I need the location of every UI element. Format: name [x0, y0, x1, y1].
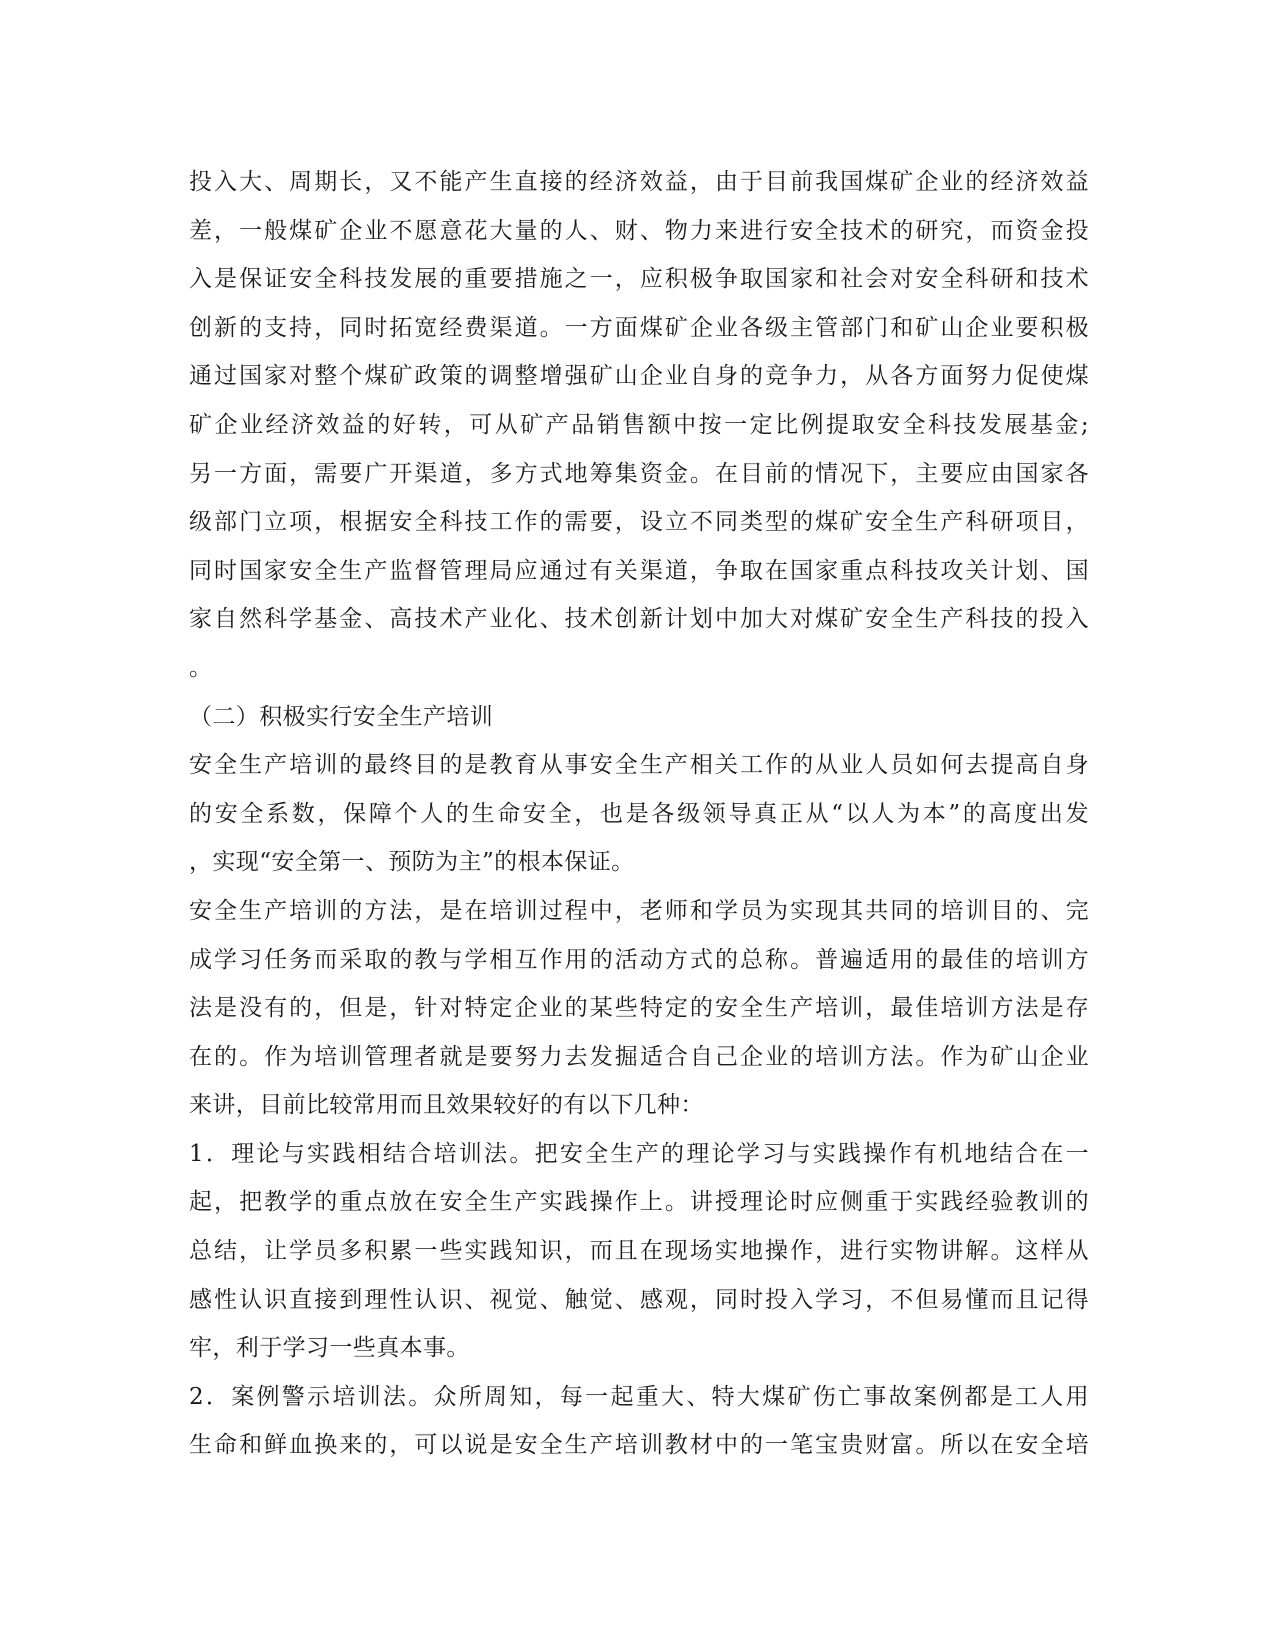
text-line: 牢，利于学习一些真本事。	[189, 1335, 470, 1362]
document-body	[189, 158, 1089, 1470]
text-line: 在的。作为培训管理者就是要努力去发掘适合自己企业的培训方法。作为矿山企业	[189, 1043, 1089, 1070]
section-heading: （二）积极实行安全生产培训	[189, 703, 494, 730]
text-line: 投入大、周期长，又不能产生直接的经济效益，由于目前我国煤矿企业的经济效益	[189, 169, 1089, 195]
text-line: 总结，让学员多积累一些实践知识，而且在现场实地操作，进行实物讲解。这样从	[189, 1238, 1089, 1265]
text-line: ，实现“安全第一、预防为主”的根本保证。	[189, 849, 635, 876]
text-line: 安全生产培训的方法，是在培训过程中，老师和学员为实现其共同的培训目的、完	[189, 897, 1089, 924]
list-item-text: 2．案例警示培训法。众所周知，每一起重大、特大煤矿伤亡事故案例都是工人用	[189, 1383, 1089, 1410]
text-line: 感性认识直接到理性认识、视觉、触觉、感观，同时投入学习，不但易懂而且记得	[189, 1286, 1089, 1313]
text-line: 通过国家对整个煤矿政策的调整增强矿山企业自身的竞争力，从各方面努力促使煤	[189, 363, 1089, 390]
text-line: 差，一般煤矿企业不愿意花大量的人、财、物力来进行安全技术的研究，而资金投	[189, 217, 1089, 244]
text-line: 创新的支持，同时拓宽经费渠道。一方面煤矿企业各级主管部门和矿山企业要积极	[189, 314, 1089, 341]
list-item-text: 1．理论与实践相结合培训法。把安全生产的理论学习与实践操作有机地结合在一	[189, 1140, 1089, 1167]
text-line: 成学习任务而采取的教与学相互作用的活动方式的总称。普遍适用的最佳的培训方	[189, 946, 1089, 973]
text-line: 同时国家安全生产监督管理局应通过有关渠道，争取在国家重点科技攻关计划、国	[189, 557, 1089, 584]
text-line: 另一方面，需要广开渠道，多方式地筹集资金。在目前的情况下，主要应由国家各	[189, 460, 1089, 487]
text-line: 的安全系数，保障个人的生命安全，也是各级领导真正从“以人为本”的高度出发	[189, 800, 1089, 827]
text-line: 家自然科学基金、高技术产业化、技术创新计划中加大对煤矿安全生产科技的投入	[189, 606, 1089, 633]
text-line: 来讲，目前比较常用而且效果较好的有以下几种：	[189, 1092, 704, 1119]
text-line: 矿企业经济效益的好转，可从矿产品销售额中按一定比例提取安全科技发展基金;	[189, 411, 1089, 438]
text-line: 。	[189, 654, 213, 681]
text-line: 法是没有的，但是，针对特定企业的某些特定的安全生产培训，最佳培训方法是存	[189, 995, 1089, 1022]
text-line: 生命和鲜血换来的，可以说是安全生产培训教材中的一笔宝贵财富。所以在安全培	[189, 1432, 1089, 1459]
text-line: 级部门立项，根据安全科技工作的需要，设立不同类型的煤矿安全生产科研项目，	[189, 509, 1089, 536]
text-line: 安全生产培训的最终目的是教育从事安全生产相关工作的从业人员如何去提高自身	[189, 752, 1089, 779]
text-line: 入是保证安全科技发展的重要措施之一，应积极争取国家和社会对安全科研和技术	[189, 266, 1089, 293]
text-line: 起，把教学的重点放在安全生产实践操作上。讲授理论时应侧重于实践经验教训的	[189, 1189, 1089, 1216]
